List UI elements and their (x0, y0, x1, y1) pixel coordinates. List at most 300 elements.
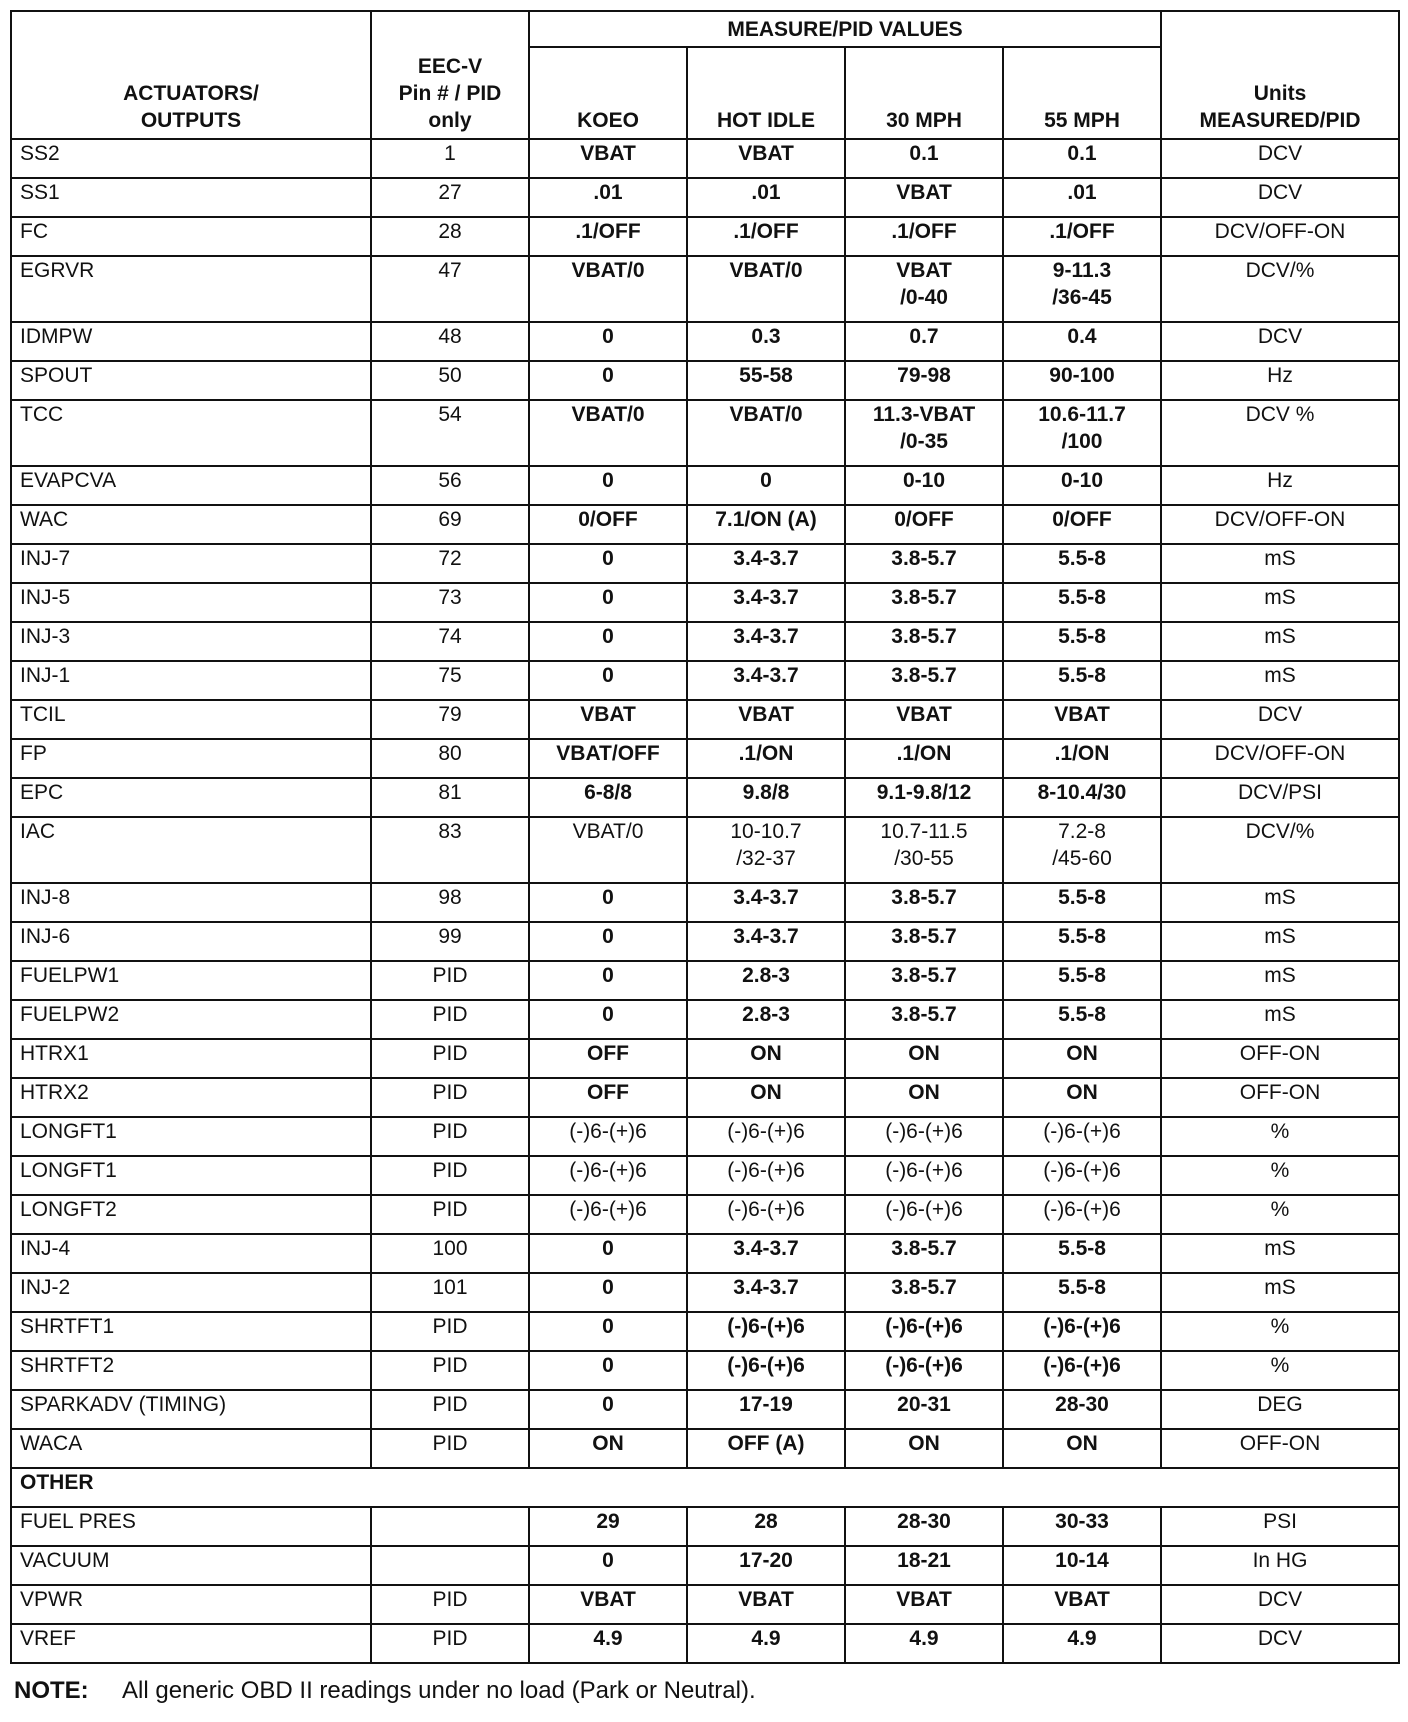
cell-koeo: 0 (529, 1546, 687, 1585)
cell-hot-idle: 3.4-3.7 (687, 1234, 845, 1273)
cell-55-mph: 10-14 (1003, 1546, 1161, 1585)
cell-actuator: IAC (11, 817, 371, 883)
cell-pin: 80 (371, 739, 529, 778)
cell-pin: 73 (371, 583, 529, 622)
cell-koeo: 0 (529, 322, 687, 361)
cell-hot-idle: 0.3 (687, 322, 845, 361)
cell-pin: 81 (371, 778, 529, 817)
cell-units: mS (1161, 1234, 1399, 1273)
cell-pin: 28 (371, 217, 529, 256)
cell-koeo: 0 (529, 661, 687, 700)
cell-30-mph: 0-10 (845, 466, 1003, 505)
cell-pin: PID (371, 1078, 529, 1117)
header-units: Units MEASURED/PID (1161, 11, 1399, 139)
table-row (11, 961, 1399, 1000)
table-row (11, 322, 1399, 361)
cell-koeo: 0 (529, 1390, 687, 1429)
table-row (11, 1234, 1399, 1273)
cell-30-mph: 3.8-5.7 (845, 661, 1003, 700)
cell-units: % (1161, 1351, 1399, 1390)
cell-55-mph: 8-10.4/30 (1003, 778, 1161, 817)
cell-55-mph: 5.5-8 (1003, 1234, 1161, 1273)
cell-actuator: FUEL PRES (11, 1507, 371, 1546)
cell-koeo: VBAT/0 (529, 817, 687, 883)
table-row (11, 1273, 1399, 1312)
header-pin: EEC-V Pin # / PID only (371, 11, 529, 139)
table-body (11, 139, 1399, 1663)
cell-30-mph: 3.8-5.7 (845, 544, 1003, 583)
cell-30-mph: VBAT (845, 700, 1003, 739)
cell-actuator: EPC (11, 778, 371, 817)
cell-55-mph: .01 (1003, 178, 1161, 217)
note-text: All generic OBD II readings under no load (Park or Neutral). (122, 1677, 756, 1704)
cell-units: PSI (1161, 1507, 1399, 1546)
cell-55-mph: 9-11.3 /36-45 (1003, 256, 1161, 322)
cell-55-mph: ON (1003, 1039, 1161, 1078)
cell-pin: 56 (371, 466, 529, 505)
table-row (11, 883, 1399, 922)
cell-hot-idle: 2.8-3 (687, 1000, 845, 1039)
cell-units: DEG (1161, 1390, 1399, 1429)
cell-units: DCV/OFF-ON (1161, 505, 1399, 544)
header-55-mph: 55 MPH (1003, 47, 1161, 139)
cell-actuator: INJ-4 (11, 1234, 371, 1273)
cell-pin: 50 (371, 361, 529, 400)
table-row (11, 1546, 1399, 1585)
cell-hot-idle: 17-19 (687, 1390, 845, 1429)
cell-55-mph: ON (1003, 1429, 1161, 1468)
cell-55-mph: 5.5-8 (1003, 544, 1161, 583)
cell-55-mph: (-)6-(+)6 (1003, 1117, 1161, 1156)
cell-pin: PID (371, 1117, 529, 1156)
cell-units: DCV (1161, 322, 1399, 361)
cell-koeo: VBAT (529, 700, 687, 739)
table-row (11, 1117, 1399, 1156)
cell-55-mph: 30-33 (1003, 1507, 1161, 1546)
table-row (11, 400, 1399, 466)
cell-hot-idle: (-)6-(+)6 (687, 1351, 845, 1390)
cell-55-mph: ON (1003, 1078, 1161, 1117)
table-row (11, 256, 1399, 322)
cell-koeo: VBAT/OFF (529, 739, 687, 778)
cell-30-mph: 0.1 (845, 139, 1003, 178)
cell-55-mph: VBAT (1003, 700, 1161, 739)
cell-koeo: 0 (529, 1234, 687, 1273)
cell-koeo: 0 (529, 922, 687, 961)
cell-koeo: (-)6-(+)6 (529, 1117, 687, 1156)
cell-koeo: VBAT (529, 1585, 687, 1624)
cell-30-mph: 20-31 (845, 1390, 1003, 1429)
cell-30-mph: ON (845, 1429, 1003, 1468)
cell-30-mph: 28-30 (845, 1507, 1003, 1546)
cell-30-mph: (-)6-(+)6 (845, 1312, 1003, 1351)
cell-hot-idle: ON (687, 1078, 845, 1117)
cell-koeo: 0 (529, 1351, 687, 1390)
cell-units: Hz (1161, 361, 1399, 400)
cell-55-mph: 90-100 (1003, 361, 1161, 400)
cell-hot-idle: .01 (687, 178, 845, 217)
cell-pin: 48 (371, 322, 529, 361)
cell-pin: 72 (371, 544, 529, 583)
cell-units: % (1161, 1117, 1399, 1156)
cell-pin: PID (371, 1312, 529, 1351)
table-row (11, 1039, 1399, 1078)
cell-55-mph: 5.5-8 (1003, 961, 1161, 1000)
cell-units: % (1161, 1156, 1399, 1195)
cell-actuator: LONGFT1 (11, 1117, 371, 1156)
header-koeo: KOEO (529, 47, 687, 139)
cell-hot-idle: .1/ON (687, 739, 845, 778)
table-row (11, 217, 1399, 256)
cell-units: mS (1161, 583, 1399, 622)
cell-actuator: WACA (11, 1429, 371, 1468)
cell-units: DCV (1161, 700, 1399, 739)
header-hot-idle: HOT IDLE (687, 47, 845, 139)
cell-actuator: SHRTFT2 (11, 1351, 371, 1390)
cell-pin: 27 (371, 178, 529, 217)
cell-hot-idle: (-)6-(+)6 (687, 1312, 845, 1351)
cell-units: OFF-ON (1161, 1078, 1399, 1117)
cell-actuator: HTRX1 (11, 1039, 371, 1078)
cell-hot-idle: 17-20 (687, 1546, 845, 1585)
cell-hot-idle: 0 (687, 466, 845, 505)
cell-hot-idle: (-)6-(+)6 (687, 1195, 845, 1234)
cell-koeo: ON (529, 1429, 687, 1468)
cell-30-mph: 3.8-5.7 (845, 1234, 1003, 1273)
cell-30-mph: .1/ON (845, 739, 1003, 778)
cell-actuator: VREF (11, 1624, 371, 1663)
cell-hot-idle: (-)6-(+)6 (687, 1117, 845, 1156)
cell-55-mph: 0.4 (1003, 322, 1161, 361)
cell-hot-idle: 55-58 (687, 361, 845, 400)
cell-30-mph: 3.8-5.7 (845, 1000, 1003, 1039)
cell-koeo: 6-8/8 (529, 778, 687, 817)
cell-units: OFF-ON (1161, 1429, 1399, 1468)
cell-55-mph: 5.5-8 (1003, 622, 1161, 661)
cell-30-mph: 3.8-5.7 (845, 961, 1003, 1000)
cell-units: % (1161, 1312, 1399, 1351)
cell-actuator: EVAPCVA (11, 466, 371, 505)
cell-koeo: 0 (529, 1312, 687, 1351)
cell-koeo: 0 (529, 544, 687, 583)
cell-hot-idle: VBAT (687, 700, 845, 739)
cell-55-mph: VBAT (1003, 1585, 1161, 1624)
cell-units: DCV (1161, 139, 1399, 178)
cell-55-mph: 10.6-11.7 /100 (1003, 400, 1161, 466)
cell-55-mph: 0/OFF (1003, 505, 1161, 544)
table-row (11, 1624, 1399, 1663)
cell-55-mph: 28-30 (1003, 1390, 1161, 1429)
table-row (11, 778, 1399, 817)
cell-koeo: VBAT (529, 139, 687, 178)
table-row (11, 583, 1399, 622)
cell-30-mph: (-)6-(+)6 (845, 1117, 1003, 1156)
table-row (11, 544, 1399, 583)
cell-actuator: WAC (11, 505, 371, 544)
cell-pin: PID (371, 1156, 529, 1195)
cell-actuator: FUELPW2 (11, 1000, 371, 1039)
cell-hot-idle: 3.4-3.7 (687, 922, 845, 961)
section-row-other (11, 1468, 1399, 1507)
table-row (11, 505, 1399, 544)
section-other-label: OTHER (11, 1468, 1399, 1507)
cell-koeo: OFF (529, 1039, 687, 1078)
table-row (11, 466, 1399, 505)
cell-30-mph: 79-98 (845, 361, 1003, 400)
table-row (11, 661, 1399, 700)
cell-actuator: SPARKADV (TIMING) (11, 1390, 371, 1429)
cell-pin: PID (371, 1390, 529, 1429)
cell-actuator: LONGFT2 (11, 1195, 371, 1234)
cell-30-mph: 3.8-5.7 (845, 922, 1003, 961)
table-row (11, 1312, 1399, 1351)
cell-hot-idle: 2.8-3 (687, 961, 845, 1000)
cell-55-mph: 5.5-8 (1003, 583, 1161, 622)
cell-units: DCV % (1161, 400, 1399, 466)
cell-30-mph: ON (845, 1039, 1003, 1078)
cell-actuator: TCC (11, 400, 371, 466)
cell-actuator: SS1 (11, 178, 371, 217)
cell-koeo: 0 (529, 361, 687, 400)
cell-actuator: INJ-6 (11, 922, 371, 961)
cell-actuator: INJ-2 (11, 1273, 371, 1312)
cell-55-mph: (-)6-(+)6 (1003, 1351, 1161, 1390)
cell-units: mS (1161, 883, 1399, 922)
cell-units: mS (1161, 544, 1399, 583)
cell-actuator: LONGFT1 (11, 1156, 371, 1195)
cell-pin: 75 (371, 661, 529, 700)
cell-koeo: 0 (529, 1000, 687, 1039)
cell-actuator: INJ-1 (11, 661, 371, 700)
cell-pin: 54 (371, 400, 529, 466)
table-row (11, 922, 1399, 961)
cell-hot-idle: 3.4-3.7 (687, 661, 845, 700)
cell-units: DCV/PSI (1161, 778, 1399, 817)
cell-actuator: HTRX2 (11, 1078, 371, 1117)
cell-hot-idle: 3.4-3.7 (687, 883, 845, 922)
cell-koeo: 0 (529, 1273, 687, 1312)
cell-hot-idle: VBAT/0 (687, 400, 845, 466)
cell-units: DCV/OFF-ON (1161, 217, 1399, 256)
cell-55-mph: 5.5-8 (1003, 661, 1161, 700)
cell-units: mS (1161, 1000, 1399, 1039)
table-row (11, 1078, 1399, 1117)
cell-pin: 98 (371, 883, 529, 922)
cell-pin: PID (371, 961, 529, 1000)
cell-actuator: VACUUM (11, 1546, 371, 1585)
cell-units: DCV (1161, 1624, 1399, 1663)
table-row (11, 1585, 1399, 1624)
cell-units: DCV/% (1161, 256, 1399, 322)
table-row (11, 361, 1399, 400)
cell-actuator: SPOUT (11, 361, 371, 400)
cell-30-mph: (-)6-(+)6 (845, 1156, 1003, 1195)
cell-30-mph: 3.8-5.7 (845, 883, 1003, 922)
cell-pin: PID (371, 1624, 529, 1663)
cell-55-mph: 5.5-8 (1003, 883, 1161, 922)
table-row (11, 1156, 1399, 1195)
cell-hot-idle: (-)6-(+)6 (687, 1156, 845, 1195)
cell-koeo: 0 (529, 622, 687, 661)
cell-30-mph: (-)6-(+)6 (845, 1195, 1003, 1234)
cell-actuator: INJ-7 (11, 544, 371, 583)
cell-55-mph: 4.9 (1003, 1624, 1161, 1663)
table-row (11, 700, 1399, 739)
cell-koeo: (-)6-(+)6 (529, 1195, 687, 1234)
cell-pin: PID (371, 1000, 529, 1039)
cell-hot-idle: VBAT/0 (687, 256, 845, 322)
cell-hot-idle: VBAT (687, 1585, 845, 1624)
cell-koeo: 4.9 (529, 1624, 687, 1663)
cell-units: mS (1161, 1273, 1399, 1312)
cell-pin: 1 (371, 139, 529, 178)
cell-pin: PID (371, 1429, 529, 1468)
cell-koeo: .01 (529, 178, 687, 217)
table-row (11, 178, 1399, 217)
cell-actuator: INJ-3 (11, 622, 371, 661)
table-row (11, 1507, 1399, 1546)
cell-hot-idle: 3.4-3.7 (687, 622, 845, 661)
cell-30-mph: 3.8-5.7 (845, 583, 1003, 622)
cell-30-mph: ON (845, 1078, 1003, 1117)
cell-hot-idle: 28 (687, 1507, 845, 1546)
cell-55-mph: 5.5-8 (1003, 1000, 1161, 1039)
cell-units: mS (1161, 622, 1399, 661)
cell-hot-idle: 7.1/ON (A) (687, 505, 845, 544)
cell-units: mS (1161, 922, 1399, 961)
cell-pin (371, 1546, 529, 1585)
cell-units: DCV/OFF-ON (1161, 739, 1399, 778)
cell-koeo: 0 (529, 583, 687, 622)
cell-actuator: INJ-5 (11, 583, 371, 622)
cell-units: % (1161, 1195, 1399, 1234)
cell-pin: PID (371, 1039, 529, 1078)
cell-30-mph: .1/OFF (845, 217, 1003, 256)
cell-koeo: VBAT/0 (529, 400, 687, 466)
table-row (11, 1429, 1399, 1468)
cell-actuator: IDMPW (11, 322, 371, 361)
table-row (11, 1195, 1399, 1234)
cell-pin: 74 (371, 622, 529, 661)
cell-55-mph: (-)6-(+)6 (1003, 1156, 1161, 1195)
cell-actuator: INJ-8 (11, 883, 371, 922)
cell-actuator: FP (11, 739, 371, 778)
cell-pin (371, 1507, 529, 1546)
cell-30-mph: 11.3-VBAT /0-35 (845, 400, 1003, 466)
pid-values-table (10, 10, 1400, 1664)
footnote (14, 1676, 756, 1706)
cell-hot-idle: ON (687, 1039, 845, 1078)
cell-55-mph: 5.5-8 (1003, 922, 1161, 961)
cell-actuator: SHRTFT1 (11, 1312, 371, 1351)
cell-pin: 100 (371, 1234, 529, 1273)
cell-units: DCV (1161, 1585, 1399, 1624)
cell-actuator: VPWR (11, 1585, 371, 1624)
cell-55-mph: .1/ON (1003, 739, 1161, 778)
cell-hot-idle: 9.8/8 (687, 778, 845, 817)
cell-30-mph: 18-21 (845, 1546, 1003, 1585)
cell-koeo: 0 (529, 466, 687, 505)
cell-pin: PID (371, 1585, 529, 1624)
cell-30-mph: 4.9 (845, 1624, 1003, 1663)
cell-55-mph: .1/OFF (1003, 217, 1161, 256)
table-row (11, 622, 1399, 661)
cell-30-mph: 3.8-5.7 (845, 1273, 1003, 1312)
cell-30-mph: 9.1-9.8/12 (845, 778, 1003, 817)
cell-55-mph: 7.2-8 /45-60 (1003, 817, 1161, 883)
cell-hot-idle: OFF (A) (687, 1429, 845, 1468)
cell-units: mS (1161, 661, 1399, 700)
cell-pin: 99 (371, 922, 529, 961)
cell-pin: PID (371, 1195, 529, 1234)
cell-pin: 83 (371, 817, 529, 883)
cell-hot-idle: 4.9 (687, 1624, 845, 1663)
cell-55-mph: (-)6-(+)6 (1003, 1312, 1161, 1351)
table-row (11, 1390, 1399, 1429)
note-label: NOTE: (14, 1677, 89, 1704)
cell-30-mph: 3.8-5.7 (845, 622, 1003, 661)
cell-pin: 47 (371, 256, 529, 322)
cell-30-mph: 0/OFF (845, 505, 1003, 544)
cell-pin: 69 (371, 505, 529, 544)
cell-55-mph: (-)6-(+)6 (1003, 1195, 1161, 1234)
table-row (11, 817, 1399, 883)
table-row (11, 1351, 1399, 1390)
cell-koeo: OFF (529, 1078, 687, 1117)
cell-units: In HG (1161, 1546, 1399, 1585)
table-row (11, 1000, 1399, 1039)
cell-30-mph: VBAT /0-40 (845, 256, 1003, 322)
cell-30-mph: (-)6-(+)6 (845, 1351, 1003, 1390)
cell-units: DCV/% (1161, 817, 1399, 883)
cell-units: mS (1161, 961, 1399, 1000)
cell-units: Hz (1161, 466, 1399, 505)
header-actuators: ACTUATORS/ OUTPUTS (11, 11, 371, 139)
cell-hot-idle: VBAT (687, 139, 845, 178)
cell-hot-idle: .1/OFF (687, 217, 845, 256)
table-row (11, 739, 1399, 778)
cell-55-mph: 0.1 (1003, 139, 1161, 178)
cell-actuator: SS2 (11, 139, 371, 178)
cell-30-mph: 0.7 (845, 322, 1003, 361)
cell-hot-idle: 10-10.7 /32-37 (687, 817, 845, 883)
cell-koeo: .1/OFF (529, 217, 687, 256)
cell-55-mph: 5.5-8 (1003, 1273, 1161, 1312)
cell-koeo: VBAT/0 (529, 256, 687, 322)
cell-pin: 79 (371, 700, 529, 739)
cell-koeo: 0 (529, 883, 687, 922)
cell-30-mph: 10.7-11.5 /30-55 (845, 817, 1003, 883)
cell-30-mph: VBAT (845, 178, 1003, 217)
cell-actuator: FUELPW1 (11, 961, 371, 1000)
cell-koeo: 29 (529, 1507, 687, 1546)
cell-koeo: (-)6-(+)6 (529, 1156, 687, 1195)
cell-units: DCV (1161, 178, 1399, 217)
cell-55-mph: 0-10 (1003, 466, 1161, 505)
cell-30-mph: VBAT (845, 1585, 1003, 1624)
cell-actuator: FC (11, 217, 371, 256)
cell-pin: PID (371, 1351, 529, 1390)
cell-hot-idle: 3.4-3.7 (687, 544, 845, 583)
cell-koeo: 0 (529, 961, 687, 1000)
cell-actuator: EGRVR (11, 256, 371, 322)
cell-hot-idle: 3.4-3.7 (687, 583, 845, 622)
cell-pin: 101 (371, 1273, 529, 1312)
cell-koeo: 0/OFF (529, 505, 687, 544)
cell-hot-idle: 3.4-3.7 (687, 1273, 845, 1312)
cell-actuator: TCIL (11, 700, 371, 739)
table-row (11, 139, 1399, 178)
